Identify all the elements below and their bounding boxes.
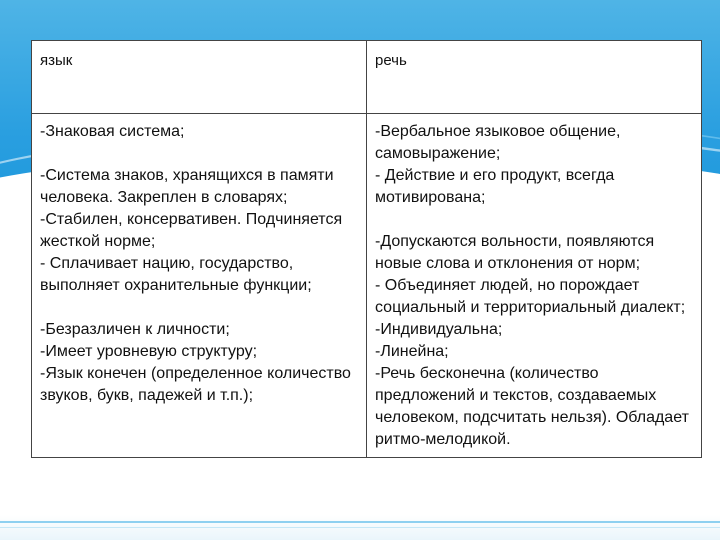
- header-language: язык: [32, 41, 367, 114]
- list-item: -Система знаков, хранящихся в памяти человека. Закреплен в словарях;: [40, 167, 334, 206]
- list-item: -Имеет уровневую структуру;: [40, 343, 258, 360]
- speech-features-cell: [367, 114, 702, 458]
- list-item: -Индивидуальна;: [375, 321, 503, 338]
- background-footer-lines: [0, 515, 720, 540]
- header-speech: речь: [367, 41, 702, 114]
- table-header-row: [32, 41, 702, 114]
- list-item: -Речь бесконечна (количество предложений и текстов, создаваемых человеком, подсчитать нельзя). Обладает ритмо-мелодикой.: [375, 365, 689, 448]
- list-item: -Безразличен к личности;: [40, 321, 230, 338]
- list-spacer: [40, 143, 358, 165]
- list-item: -Знаковая система;: [40, 123, 185, 140]
- list-item: -Язык конечен (определенное количество звуков, букв, падежей и т.п.);: [40, 365, 351, 404]
- list-item: - Действие и его продукт, всегда мотивирована;: [375, 167, 615, 206]
- comparison-table: [31, 40, 702, 458]
- list-spacer: [40, 297, 358, 319]
- list-item: -Вербальное языковое общение, самовыражение;: [375, 123, 621, 162]
- list-item: - Сплачивает нацию, государство, выполняет охранительные функции;: [40, 255, 312, 294]
- language-features-cell: [32, 114, 367, 458]
- list-item: -Стабилен, консервативен. Подчиняется жесткой норме;: [40, 211, 343, 250]
- list-item: - Объединяет людей, но порождает социальный и территориальный диалект;: [375, 277, 686, 316]
- list-spacer: [375, 209, 693, 231]
- list-item: -Линейна;: [375, 343, 449, 360]
- table-body-row: [32, 114, 702, 458]
- list-item: -Допускаются вольности, появляются новые слова и отклонения от норм;: [375, 233, 655, 272]
